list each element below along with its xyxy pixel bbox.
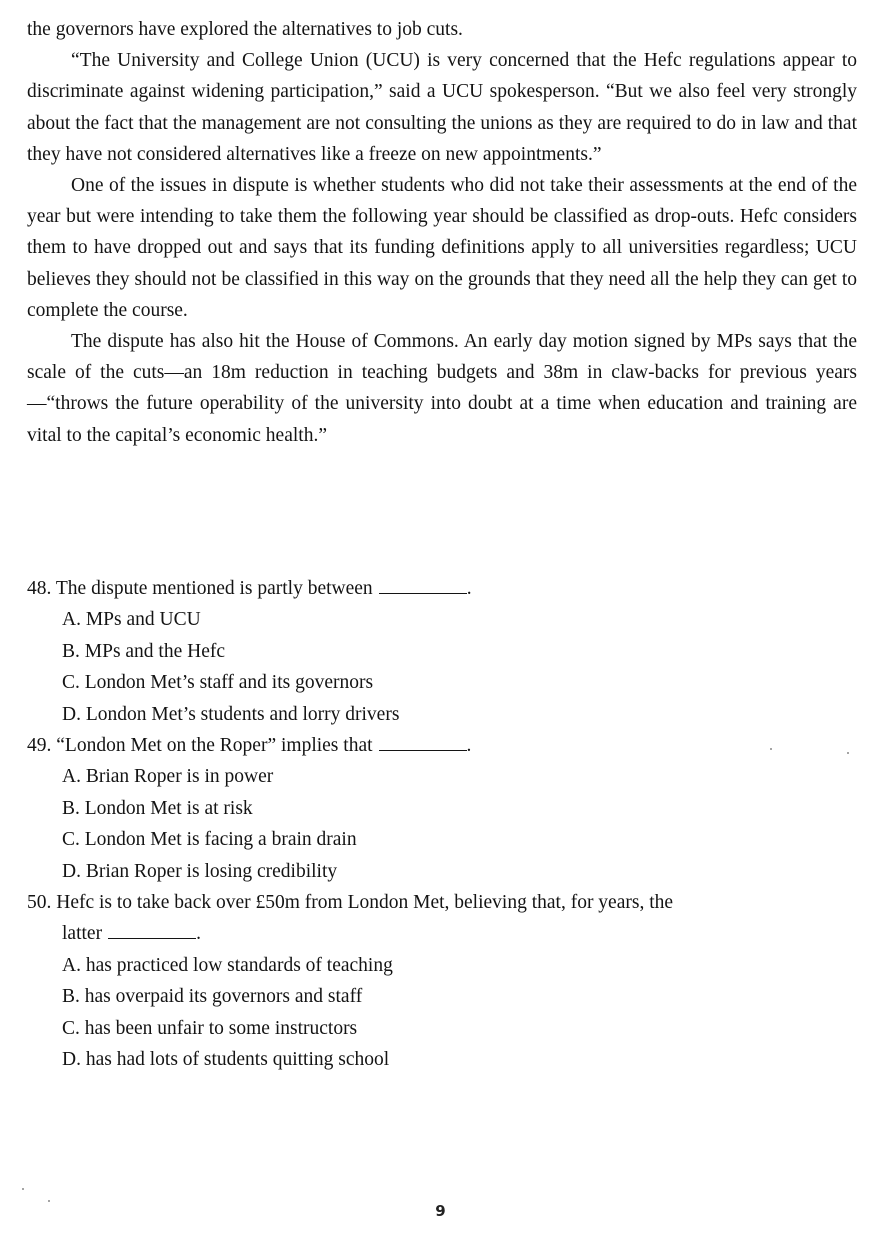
question-stem-text: 49. “London Met on the Roper” implies that [27, 735, 373, 757]
passage-paragraph: “The University and College Union (UCU) is very concerned that the Hefc regulations appear to discriminate against widening participation,” said a UCU spokesperson. “But we also feel very strongly about the fact that the management are not consulting the unions as they are required to do in law and that they have not considered alternatives like a freeze on new appointments.” [27, 50, 857, 165]
question-stem-cont-text: latter [62, 923, 103, 945]
question-stem-text: 48. The dispute mentioned is partly between [27, 578, 373, 599]
passage-paragraph: One of the issues in dispute is whether students who did not take their assessments at the end of the year but were intending to take them the following year should be classified as drop-outs. Hefc considers them to have dropped out and says that its funding definitions apply to all universities regardless; UCU believes they should not be classified in this way on the grounds that they need all the help they can get to complete the course. [27, 175, 857, 321]
scan-speck [22, 1188, 24, 1190]
option-c: C. London Met is facing a brain drain [62, 829, 357, 851]
option-a: A. Brian Roper is in power [62, 766, 274, 788]
option-d: D. Brian Roper is losing credibility [62, 860, 338, 882]
question-stem [27, 730, 857, 761]
passage-paragraph: The dispute has also hit the House of Commons. An early day motion signed by MPs says that the scale of the cuts—an 18m reduction in teaching budgets and 38m in claw-backs for previous years—“throws the future operability of the university into doubt at a time when education and training are vital to the capital’s economic health.” [27, 331, 857, 446]
scan-speck [48, 1200, 50, 1202]
scan-speck [847, 752, 849, 754]
reading-passage [27, 14, 857, 451]
question-48 [27, 573, 857, 730]
option-a: A. MPs and UCU [62, 609, 201, 631]
option-b: B. MPs and the Hefc [62, 640, 226, 662]
question-stem-continuation [27, 918, 857, 949]
question-list [27, 573, 857, 1076]
question-stem-end: . [466, 578, 472, 599]
question-stem-end: . [466, 735, 472, 757]
question-stem-text: 50. Hefc is to take back over £50m from London Met, believing that, for years, the [27, 892, 674, 914]
question-stem [27, 573, 857, 604]
answer-blank [379, 749, 467, 751]
passage-paragraph: the governors have explored the alternatives to job cuts. [27, 19, 463, 40]
option-a: A. has practiced low standards of teaching [62, 954, 393, 976]
option-c: C. has been unfair to some instructors [62, 1017, 358, 1039]
question-50 [27, 887, 857, 1075]
option-b: B. has overpaid its governors and staff [62, 986, 363, 1008]
question-stem [27, 887, 857, 918]
page-number: 9 [435, 1202, 446, 1220]
question-stem-end: . [196, 923, 201, 945]
option-d: D. has had lots of students quitting school [62, 1049, 390, 1071]
answer-blank [379, 592, 467, 594]
option-c: C. London Met’s staff and its governors [62, 672, 374, 694]
option-d: D. London Met’s students and lorry drivers [62, 703, 400, 725]
scan-speck [770, 748, 772, 750]
question-49 [27, 730, 857, 887]
answer-blank [108, 937, 196, 939]
option-b: B. London Met is at risk [62, 797, 253, 819]
